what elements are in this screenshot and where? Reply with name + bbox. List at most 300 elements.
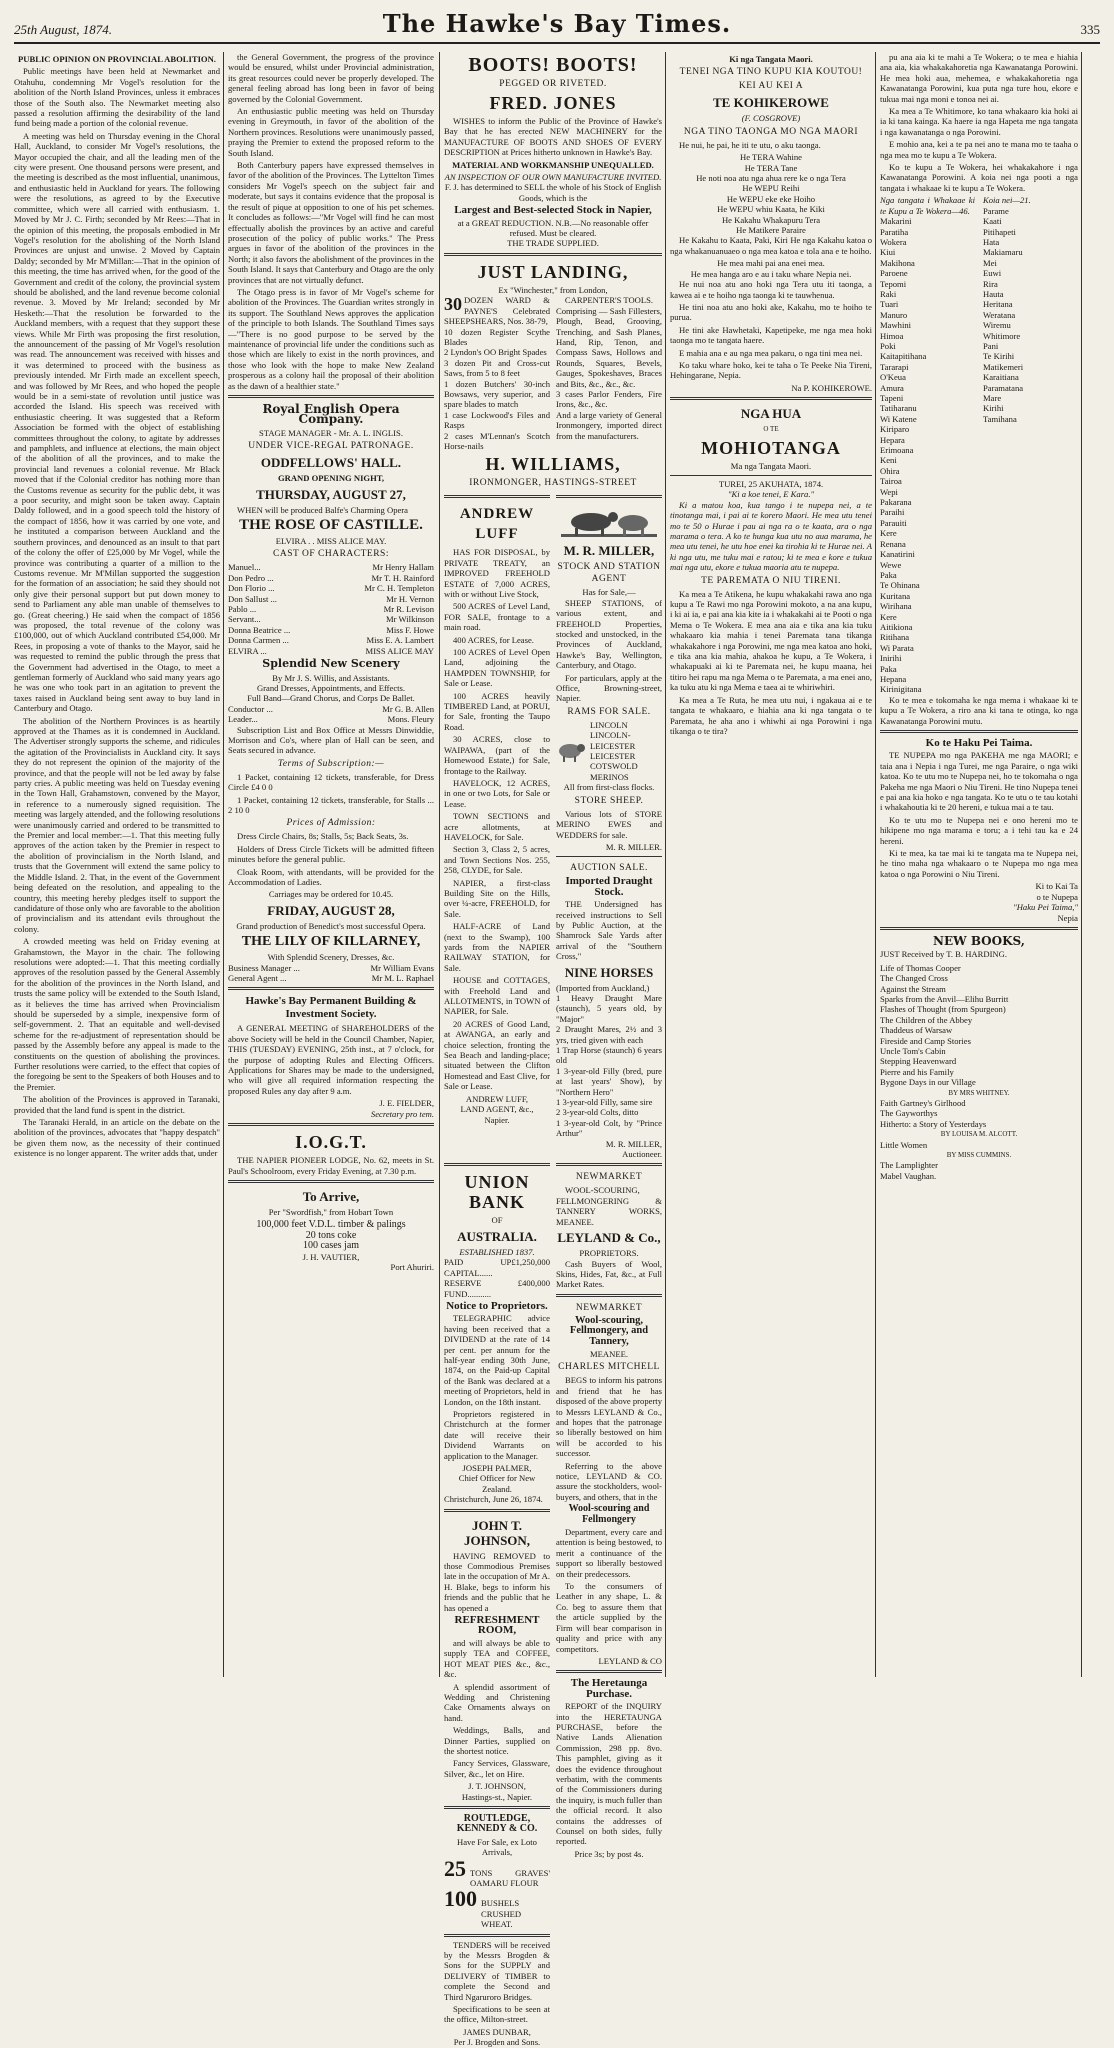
page-number: 335 — [1080, 22, 1100, 37]
heretaunga-advert — [556, 1670, 662, 1859]
arrive-title: To Arrive, — [302, 1188, 360, 1204]
vote-name: Hauta — [983, 288, 1004, 299]
vote-name: Kaati — [983, 216, 1002, 227]
boots-title: BOOTS! BOOTS! — [468, 54, 638, 76]
miller-body: For particulars, apply at the Office, Browning-street, Napier. — [556, 672, 662, 704]
auction-heading: AUCTION SALE. — [570, 863, 648, 874]
wool-place: MEANEE. — [590, 1348, 628, 1359]
amount: £1,250,000 — [511, 1257, 550, 1268]
landing-line: CARPENTER'S TOOLS. — [564, 295, 654, 306]
book-title: Faith Gartney's Girlhood — [880, 1098, 966, 1108]
vote-name: Weratana — [983, 309, 1016, 320]
performer: Mr M. L. Raphael — [371, 973, 434, 984]
luff-item: 100 ACRES heavily TIMBERED Land, at PORUI, for Sale, fronting the Taupo Road. — [444, 690, 550, 732]
role: Don Sallust ... — [228, 593, 277, 604]
boots-line: AN INSPECTION OF OUR OWN MANUFACTURE INVITED. — [444, 172, 662, 183]
book-title: The Gayworthys — [880, 1108, 938, 1119]
routledge-sub: Have For Sale, ex Loto Arrivals, — [457, 1836, 537, 1858]
cast-row — [228, 635, 434, 645]
vote-name: Mare — [983, 393, 1002, 403]
book-title: Fireside and Camp Stories — [880, 1035, 971, 1046]
vote-column-ayes — [880, 195, 975, 695]
haku-paragraph: Ki te mea, ka tae mai ki te tangata ma te Nupepa nei, he tino maha nga whakaaro o te Nupepa mo nga mea katoa o nga Porowini o Niu Tireni. — [880, 848, 1078, 879]
luff-item: 30 ACRES, close to WAIPAWA, (part of the Homewood Estate,) for Sale, frontage to the Railway. — [444, 734, 550, 776]
article-heading: PUBLIC OPINION ON PROVINCIAL ABOLITION. — [18, 54, 216, 64]
arrive-sub: Per "Swordfish," from Hobart Town — [268, 1206, 394, 1217]
signature-place: Port Ahuriri. — [390, 1261, 434, 1272]
vote-name: Wewe — [880, 559, 902, 570]
article-paragraph: A crowded meeting was held on Friday evening at Grahamstown, the Mayor in the chair. The following resolutions were adopted:—1. That this meeting cordially approves of the resolution passed by the General Assembly for the abolition of the provinces in the North Island, and trusts the same policy will be extended to the South Island, as it believes the time has arrived when Provincialism should be superseded by a simple, inexpensive form of self-government. 2. That an equitable and well-devised scheme for the re-adjustment of representation should be passed by the Assembly before any appeal is made to the constituents on the question of abolishing the provinces. Further resolutions were carried, to the effect that copies of the foregoing be sent to the Speakers of both Houses and to the Premier. — [14, 936, 220, 1092]
right-stack — [556, 1159, 662, 2047]
article-paragraph: A meeting was held on Thursday evening in the Choral Hall, Auckland, to consider Mr Vogel's resolutions, the Mayor occupied the chair, and all the leading men of the city were present. One thousand persons were present, and the meeting is described as the most influential, unanimous, and enthusiastic held in Auckland for years. The following were the resolutions, as agreed to by the Executive committee, which were all carried with enthusiasm. 1. Moved by Mr J. C. Firth; seconded by Mr Rees:—That in the opinion of this meeting, the proposals embodied in Mr Vogel's resolution for the abolishing of the North Island Provinces are unjust and unwise. 2 Moved by Captain Daldy; seconded by Mr M'Millan:—That in the opinion of this meeting, the time has arrived when, for the good of the Government and credit of the colony, the provincial system should be abolished, and the land revenue become colonial revenue. 3. Moved by Mr Ireland; seconded by Mr Hesketh:—That the resolution be forwarded to the Auckland members, with a request that they support these views. While Mr Firth was proposing the first resolution, the announcement of the passing of Mr Vogel's resolution was read. The announcement was received with hisses and it was determined to proceed with the business as previously intended. Mr Firth made an excellent speech, and was followed by Mr Rees, and who hoped the people would be in a semi-state of revolution until justice was accorded the Island. His speech was received with enthusiastic cheering. It was suggested that a Reform Association be formed with the object of establishing committees throughout the colony, to agitate by addresses and pamphlets, and influence at elections, the main object of the abolition of all the provinces, and to make the provincial land revenues a colonial revenue. Mr Black moved that if the Colonial creditor has nothing more than the Customs revenue as security for the public debt, it was a poor security, and might soon be taken away. Captain Daldy followed, and in a good speech told the history of the compact of 1856, how it was carried by one vote, and he instituted a comparison between Auckland and the southern provinces, and denounced as an insult to that part of the colony the offer of £25,000 by Mr Vogel, while the province was contributing a quarter of a million to the Customs revenue. Mr M'Millan supported the suggestion for the formation of an association; he said they should not only give their personal support but put down money to send to Parliament any able man unable of themselves to go. (Great cheering.) He said when the compact of 1856 was proposed, the total revenue of the colony was £100,000, out of which Auckland contributed £54,000. Mr Rees, in proposing a vote of thanks to the Mayor, said he was requested to remind the public through the press that the Government had advertised in the Otago, to meet a gentleman formerly of Auckland who said many years ago he was one who took part in an agitation to prevent the taxes raised in Auckland being sent away to buy land in Canterbury and Otago. — [14, 130, 220, 714]
capital-row — [444, 1278, 550, 1299]
signature-place: Hastings-st., Napier. — [461, 1791, 533, 1802]
books-advert — [880, 927, 1078, 1181]
wool-name: CHARLES MITCHELL — [558, 1362, 660, 1373]
vote-name: Amura — [880, 382, 904, 393]
vote-name: Te Ohinana — [880, 580, 920, 591]
kohi-item: He TERA Tane — [744, 162, 798, 173]
rams-row — [556, 720, 662, 782]
vote-name: Hepara — [880, 434, 905, 445]
breed: LINCOLN-LEICESTER — [590, 730, 636, 751]
boots-line: at a GREAT REDUCTION. N.B.—No reasonable offer refused. Must be cleared. — [457, 217, 649, 239]
kohi-item: He WEPU whiu Kaata, he Kiki — [717, 204, 825, 215]
vote-name: Karaitiana — [983, 372, 1019, 383]
johnson-body: A splendid assortment of Wedding and Christening Cake Ornaments always on hand. — [444, 1681, 550, 1723]
heretaunga-title: The Heretaunga Purchase. — [570, 1677, 648, 1700]
stage-manager: STAGE MANAGER - Mr. A. L. INGLIS. — [259, 427, 403, 438]
bank-notice: Notice to Proprietors. — [446, 1299, 548, 1312]
luff-advert — [444, 495, 550, 1159]
signature: JOSEPH PALMER, — [462, 1463, 532, 1473]
landing-line: 3 dozen Pit and Cross-cut Saws, from 5 to 8 feet — [444, 357, 550, 379]
luff-item: 400 ACRES, for Lease. — [453, 634, 534, 645]
book-title: Sparks from the Anvil—Elihu Burritt — [880, 993, 1009, 1004]
cast-row — [228, 614, 434, 624]
book-title: Bygone Days in our Village — [880, 1077, 976, 1088]
performer: Miss E. A. Lambert — [366, 635, 434, 646]
vote-name: Euwi — [983, 268, 1002, 279]
kohikerowe-sub: (F. COSGROVE) — [741, 113, 801, 124]
johnson-title: JOHN T. JOHNSON, — [463, 1517, 531, 1548]
haku-paragraph: Ko te utu mo te Nupepa nei e ono hereni mo te hikipene mo nga marama e toru; a i tehi tau ka e 24 hereni. — [880, 814, 1078, 846]
vote-name: Himoa — [880, 330, 904, 341]
landing-line: 2 cases M'Lennan's Scotch Horse-nails — [444, 430, 550, 451]
vote-table — [880, 195, 1078, 695]
landing-line: 10 dozen Register Scythe Blades — [444, 326, 550, 347]
column-rule — [439, 52, 440, 1677]
books-list — [880, 963, 1078, 1182]
article-paragraph: Both Canterbury papers have expressed themselves in favor of the abolition of the Provinces. The Lyttelton Times considers Mr Vogel's speech on the subject fair and moderate, but says it contains evidence that the proposal is the result of pique at opposition to one of his pet schemes. It concludes as follows:—"Mr Vogel will find he can most effectually abolish the provinces by an active and careful prosecution of the policy of public works." The Press argues in favor of the abolition of the provinces in the North; it also favors the abolishment of the provinces in the South Island. It says that Canterbury and Otago are the only provinces that are not virtually defunct. — [228, 160, 434, 285]
vote-name: Tapeni — [880, 393, 904, 403]
kei-heading: KEI AU KEI A — [738, 81, 804, 92]
vote-name: Kirinigitana — [880, 684, 922, 695]
vote-name: Wi Parata — [880, 642, 914, 653]
role: Don Florio ... — [228, 583, 275, 594]
vote-name: Pani — [983, 340, 999, 351]
routledge-row — [444, 1855, 550, 1889]
cast-row — [228, 562, 434, 572]
mohiotanga-notice: Ki a matou koa, kua tango i te nupepa nei, a te tinotanga mai, i pai ai te korero Maori. He mea utu tenei mo te 50 o Hurae i pau ai nga ra o te kaata, ara o nga marama o tera. A ko te hunga kua utu no aua marama, he mea utu tenei, he utu hoe enei ka tirohia ki te Hurae nei. A ki nga utu, me tuku mai e ratou; ki te mea e kore e tukua mai nga utu, ekore e tukua maoria atu te nupepa. — [670, 499, 872, 573]
luff-miller-row — [444, 491, 662, 1159]
luff-item: NAPIER, a first-class Building Site on the Hills, over ¼-acre, FREEHOLD, for Sale. — [444, 877, 550, 919]
capital-list — [444, 1257, 550, 1299]
vote-name: Manuro — [880, 309, 908, 320]
column-2 — [228, 52, 434, 1677]
williams-name: H. WILLIAMS, — [485, 454, 621, 475]
kohi-item: E mahia ana e au nga mea pakaru, o nga tini mea nei. — [679, 347, 863, 358]
wool-body: Department, every care and attention is being bestowed, to merit a continuance of the support so liberally bestowed on their predecessors. — [556, 1527, 662, 1579]
column-5 — [880, 52, 1078, 1677]
arrive-item: 20 tons coke — [305, 1229, 357, 1241]
newmarket-body: WOOL-SCOURING, FELLMONGERING & TANNERY WORKS, MEANEE. — [556, 1185, 662, 1227]
opera-advert — [228, 395, 434, 983]
store-body: Various lots of STORE MERINO EWES and WEDDERS for sale. — [556, 808, 662, 840]
nine-horses: NINE HORSES — [564, 964, 654, 980]
mohiotanga-sub: Ma nga Tangata Maori. — [730, 460, 812, 471]
book-title: BY LOUISA M. ALCOTT. — [940, 1130, 1018, 1139]
boots-sub: PEGGED OR RIVETED. — [499, 79, 607, 89]
performer: Mr T. H. Rainford — [371, 572, 434, 583]
band-text: Full Band—Grand Chorus, and Corps De Ballet. — [247, 693, 415, 704]
signature: J. H. VAUTIER, — [302, 1251, 360, 1262]
conductor-row — [228, 704, 434, 714]
benefit-line: Grand production of Benedict's most successful Opera. — [236, 920, 426, 931]
miller-body: SHEEP STATIONS, of various extent, and FREEHOLD Properties, stocked and unstocked, in the Provinces of Auckland, Hawke's Bay, Wellington, Canterbury, and Otago. — [556, 597, 662, 671]
vote-name: Tatiharanu — [880, 403, 917, 414]
vote-name: Tuari — [880, 299, 899, 310]
vote-name: Hepana — [880, 673, 907, 684]
vote-name: Renana — [880, 538, 906, 549]
second-date: FRIDAY, AUGUST 28, — [267, 902, 395, 918]
role: Pablo ... — [228, 604, 257, 615]
johnson-advert — [444, 1509, 550, 1802]
auction-body: THE Undersigned has received instructions to Sell by Public Auction, at the Shamrock Sale Yards after arrival of the "Southern Cross," — [556, 899, 662, 962]
role: Don Pedro ... — [228, 572, 274, 583]
vote-name: Tepomi — [880, 278, 907, 289]
building-society-advert — [228, 987, 434, 1119]
role: Donna Carmen ... — [228, 635, 289, 646]
kohi-item: He TERA Wahine — [739, 152, 802, 163]
luff-item: TOWN SECTIONS and acre allotments, at HAVELOCK, for Sale. — [444, 811, 550, 842]
boots-name: FRED. JONES — [489, 93, 617, 113]
quantity: 100 — [444, 1886, 477, 1912]
miller-advert — [556, 495, 662, 1159]
article-paragraph: pu ana aia ki te mahi a Te Wokera; o te mea e hiahia ana aia, kia whakakahoretia nga Kawanatanga Porowini. He mea hoki aua, mehemea, e whakakahoretia nga Kawanatanga Porowini, kua puta nga ture hou, ekore e tukua mai nga moni e tonoa nei ai. — [880, 52, 1078, 104]
bank-country: AUSTRALIA. — [457, 1228, 537, 1244]
book-title: Against the Stream — [880, 983, 946, 994]
ayes-list — [880, 216, 975, 695]
signature-role: Per J. Brogden and Sons. — [453, 2037, 541, 2048]
auction-item: 2 Draught Mares, 2½ and 3 yrs, tried given with each — [556, 1024, 662, 1045]
bank-advert — [444, 1163, 550, 1504]
kohi-item: He WEPU eke eke Hoiho — [726, 193, 816, 204]
johnson-body: HAVING REMOVED to those Commodious Premises late in the occupation of Mr A. H. Blake, begs to inform his friends and the public that he has opened a — [444, 1550, 550, 1613]
kohi-item: He mea mahi pai ana enei mea. — [717, 258, 825, 269]
breed-list — [590, 720, 662, 782]
vote-name: Kuritana — [880, 590, 911, 601]
vote-name: Wiremu — [983, 320, 1011, 331]
column-4 — [670, 52, 872, 1677]
auction-item: 1 Trap Horse (staunch) 6 years old — [556, 1045, 662, 1066]
landing-right — [556, 295, 662, 451]
opera-company-title: Royal English Opera Company. — [262, 402, 400, 427]
wool-body: To the consumers of Leather in any shape, L. & Co. beg to assure them that the article supplied by the Firm will bear comparison in quality and price with any competitors. — [556, 1581, 662, 1654]
newspaper-page — [14, 9, 1100, 2048]
prices-heading: Prices of Admission: — [286, 818, 376, 829]
vote-name: Makarini — [880, 216, 912, 227]
terms-heading: Terms of Subscription:— — [277, 758, 385, 769]
o-te: O TE — [763, 425, 779, 434]
article-paragraph: Ko te kupu a Te Wokera, hei whakakahore i nga Kawanatanga Porowini. A koia nei nga pooti a nga tangata i whakaae ki te kupu a Te Wokera. — [880, 162, 1078, 193]
vote-name: Kiriparo — [880, 424, 910, 435]
breed: MERINOS — [590, 771, 629, 782]
boots-line: F. J. has determined to SELL the whole of his Stock of English Goods, which is the — [444, 182, 662, 203]
boots-body: WISHES to inform the Public of the Province of Hawke's Bay that he has erected NEW MACHINERY for the MANUFACTURE OF BOOTS AND SHOES OF EVERY DESCRIPTION at Prices hitherto unknown in Hawke's Bay. — [444, 116, 662, 158]
kohi-item: Ko taku whare hoko, kei te taha o Te Peeke Nia Tireni, Hehingarane, Nepia. — [670, 359, 872, 381]
vote-name: Wepi — [880, 486, 898, 497]
performer: Mons. Fleury — [387, 714, 434, 725]
nga-hua-heading: NGA HUA — [740, 406, 802, 422]
bank-title: UNION BANK — [464, 1172, 530, 1213]
vote-name: Paraihi — [880, 507, 905, 518]
amount: £400,000 — [517, 1278, 550, 1289]
kitangata-heading: Ki nga Tangata Maori. — [729, 54, 813, 64]
cast-list — [228, 562, 434, 656]
vote-name: Parame — [983, 205, 1009, 216]
luff-item: 100 ACRES of Level Open Land, adjoining the HAMPDEN TOWNSHIP, for Sale or Lease. — [444, 647, 550, 689]
newmarket-title: NEWMARKET — [575, 1172, 643, 1183]
vote-name: Ritihana — [880, 632, 910, 643]
vote-name: Kaitapitihana — [880, 351, 927, 362]
cast-heading: CAST OF CHARACTERS: — [273, 549, 389, 560]
arrive-advert — [228, 1180, 434, 1272]
ram-icon — [556, 740, 586, 762]
johnson-body: and will always be able to supply TEA and COFFEE, HOT MEAT PIES &c., &c., &c. — [444, 1637, 550, 1680]
vote-name: Kirihi — [983, 403, 1004, 414]
mohiotanga-section — [670, 397, 872, 736]
vote-name: Mawhini — [880, 320, 912, 331]
paremata-paragraph: Ka mea a Te Ruta, he mea utu nui, i ngakaua ai e te tangata te whakaaro, e hiahia ana ki nga tangata o te Paremata, he aha ano i whiwhi ai nga Porowini i nga tikanga o te tira? — [670, 694, 872, 736]
vote-name: Rira — [983, 278, 998, 289]
column-rule — [223, 52, 224, 1677]
flocks-line: All from first-class flocks. — [563, 782, 655, 793]
landing-table — [444, 295, 662, 451]
landing-line: And a large variety of General Ironmongery, imported direct from the manufacturers. — [556, 409, 662, 441]
wool-body: BEGS to inform his patrons and friend that he has disposed of the above property to Messrs LEYLAND & Co., and hopes that the patronage so liberally bestowed on him will be accorded to his successor. — [556, 1375, 662, 1459]
rams-heading: RAMS FOR SALE. — [567, 706, 651, 717]
role: General Agent ... — [228, 973, 287, 984]
nga-tino-heading: NGA TINO TAONGA MO NGA MAORI — [683, 126, 859, 137]
performer: Miss F. Howe — [386, 624, 434, 635]
book-title: Pierre and his Family — [880, 1066, 954, 1077]
vote-name: Parauiti — [880, 517, 907, 528]
cattle-engraving — [561, 504, 657, 540]
item: TONS GRAVES' OAMARU FLOUR — [470, 1867, 550, 1888]
vote-name: Raki — [880, 288, 897, 299]
cast-row — [228, 625, 434, 635]
role: Leader... — [228, 714, 258, 725]
article-paragraph: E mohio ana, kei a te pa nei ano te mana mo te taaha o nga mea mo te kupu a Te Wokera. — [880, 139, 1078, 160]
prices-line: Dress Circle Chairs, 8s; Stalls, 5s; Back Seats, 3s. — [237, 831, 409, 842]
article-paragraph: Public meetings have been held at Newmarket and Otahuhu, condemning Mr Vogel's resolution for the abolition of the North Island Provinces, unless it embraces those of the South also. The Newmarket meeting also passed a resolution affirming the desirability of the land fund being made a portion of the colonial revenue. — [14, 66, 220, 129]
vote-name: Tararapi — [880, 361, 909, 372]
subscription-text: Subscription List and Box Office at Messrs Dinwiddie, Morrison and Co's, where plan of Hall can be seen, and Seats secured in advance. — [228, 724, 434, 756]
masthead — [14, 10, 1100, 44]
luff-item: 500 ACRES of Level Land, FOR SALE, frontage to a main road. — [444, 601, 550, 633]
luff-item: HAVELOCK, 12 ACRES, in one or two Lots, for Sale or Lease. — [444, 777, 550, 809]
auction-item: 1 3-year-old Filly (bred, pure at last years' Show), by "Northern Hero" — [556, 1065, 662, 1097]
vote-name: Ohira — [880, 465, 900, 476]
signature-role: Secretary pro tem. — [370, 1108, 434, 1119]
johnson-body: Weddings, Balls, and Dinner Parties, supplied on the shortest notice. — [444, 1725, 550, 1756]
venue: ODDFELLOWS' HALL. — [260, 455, 402, 471]
role: Conductor ... — [228, 703, 273, 714]
performer: Mr C. H. Templeton — [364, 583, 434, 594]
vote-name: Kiui — [880, 247, 896, 258]
vote-name: Matikemeri — [983, 361, 1024, 372]
vote-name: Kere — [880, 528, 897, 539]
kohi-item: He WEPU Reihi — [742, 183, 800, 194]
vote-name: Mei — [983, 257, 997, 268]
signature-role: LAND AGENT, &c., — [460, 1104, 534, 1115]
breed: LINCOLN — [590, 719, 628, 730]
signature: M. R. MILLER. — [605, 841, 662, 852]
heretaunga-price: Price 3s; by post 4s. — [574, 1848, 644, 1859]
bank-body: TELEGRAPHIC advice having been received that a DIVIDEND at the rate of 14 per cent. per annum for the half-year ending 30th June, 1874, on the Paid-up Capital of the Bank was declared at a meeting of Proprietors, held in London, on the 18th instant. — [444, 1313, 550, 1407]
noes-list — [983, 206, 1078, 425]
store-heading: STORE SHEEP. — [574, 795, 644, 806]
book-title: The Lamplighter — [880, 1160, 938, 1171]
boots-advert — [444, 55, 662, 249]
performer: MISS ALICE MAY — [365, 645, 434, 656]
bank-wool-row — [444, 1159, 662, 2047]
landing-line: 1 dozen Butchers' 30-inch Bowsaws, very superior, and spare blades to match — [444, 378, 550, 410]
vote-name: Poki — [880, 340, 896, 351]
article-paragraph: The abolition of the Provinces is approved in Taranaki, provided that the land fund is spent in the district. — [14, 1094, 220, 1115]
paremata-paragraph: Ka mea a Te Atikena, he kupu whakakahi rawa ano nga kupu a Te Rawi mo nga Porowini mokoto, a na ana kupu, i ki ai ia, e pai ana kia kite ia i whakakahi ai te Pooti o nga Mema o Te Wokera. E mea ana aia e tika ana kia tuku whakaaro kia mahia i tenei Paremata tana tikanga whakakahore i nga Porowini, me nga mea katoa ano hoki, e tika ana kia mahia, ahakoa he kupu, a Te Wokera, i whakapuaki ai ki te Paremata nei, he kupu maana, hei titiro hei rapu ma nga Mema o te Paremata, a ma enei ano, ka tuku atu ki nga Mema e taea ai te whiriwhiri. — [670, 588, 872, 693]
kohikerowe-heading: TE KOHIKEROWE — [713, 95, 829, 111]
bank-body: Proprietors registered in Christchurch at the former date will receive their Dividend Warrants on application to the Manager. — [444, 1408, 550, 1461]
tenei-heading: TENEI NGA TINO KUPU KIA KOUTOU! — [679, 67, 863, 78]
newmarket-body: Cash Buyers of Wool, Skins, Hides, Fat, &c., at Full Market Rates. — [556, 1258, 662, 1290]
miller-title: M. R. MILLER, — [563, 543, 655, 559]
wool-body: Referring to the above notice, LEYLAND & CO. assure the stockholders, wool-buyers, and others, that in the — [556, 1460, 662, 1502]
landing-sub: Ex "Winchester," from London, — [498, 284, 608, 295]
arrive-item: 100 cases jam — [302, 1240, 360, 1252]
kohi-item: He tini noa atu ano hoki ake, Kakahu, mo te hoiho te purua. — [670, 301, 872, 323]
carriages-line: Carriages may be ordered for 10.45. — [268, 889, 394, 900]
newspaper-title: The Hawke's Bay Times. — [382, 9, 732, 38]
book-title: Thaddeus of Warsaw — [880, 1025, 953, 1036]
vote-name: Keni — [880, 455, 897, 466]
column-rule — [665, 52, 666, 1677]
johnson-big: REFRESHMENT ROOM, — [454, 1614, 540, 1637]
mohiotanga-quote: "Ki a koe tenei, E Kara." — [727, 489, 815, 500]
tenders-body: Specifications to be seen at the office, Milton-street. — [444, 2004, 550, 2025]
johnson-body: Fancy Services, Glassware, Silver, &c., let on Hire. — [444, 1758, 550, 1779]
page-edge-strip — [1084, 52, 1100, 1677]
article-paragraph: The abolition of the Northern Provinces is as heartily approved at the Thames as it is condemned in Auckland. The Advertiser strongly supports the scheme, and ridicules the agitation of the Provincialists in Auckland city. It says they do not represent the opinion of the majority of the province, and that the people will not be led away by false party cries. A public meeting was held on Tuesday evening in the Town Hall, Grahamstown, convened by the Mayor, in reference to a numerously signed requisition. The meeting was largely attended, and the following resolutions were unanimously carried and ordered to be transmitted to the Premier and local member:—1. That this meeting fully approves of the action taken by the Premier in respect to the abolition of provincialism in the North Island, and trusts that the Government will extend the same policy to the Middle Island. 2. That, in the event of the Government being defeated on the resolution, and appealing to the country, this meeting hereby pledges itself to support the candidature of those only who are favorable to the abolition of provincialism and its attendant evils throughout the colony. — [14, 715, 220, 934]
opera2-sub: With Splendid Scenery, Dresses, &c. — [267, 952, 395, 963]
vote-name: Aitikiona — [880, 621, 913, 632]
signature: Ki to Kai Ta — [1035, 881, 1078, 892]
book-title: Life of Thomas Cooper — [880, 962, 961, 973]
kohi-item: He nui noa atu ano hoki nga Tera utu iti taonga, a kawea ai e te hoiho nga taonga ki te tauwhenua. — [670, 279, 872, 300]
wool-head: NEWMARKET — [575, 1302, 643, 1313]
vote-name: Tairoa — [880, 476, 902, 487]
performer: Mr Wilkinson — [386, 614, 434, 625]
article-paragraph: Ka mea a Te Whitimore, ko tana whakaaro kia hoki ai ia ki tana kainga. Ka haere ia nga Hapeta me nga tangata i nga kawanatanga o nga Porowini. — [880, 106, 1078, 137]
cast-row — [228, 594, 434, 604]
vote-name: Pitihapeti — [983, 226, 1016, 237]
quantity: 25 — [444, 1855, 466, 1881]
cast-row — [228, 583, 434, 593]
signature: J. E. FIELDER, — [379, 1098, 434, 1109]
signature: Nepia — [1057, 912, 1078, 923]
performer: Mr G. B. Allen — [382, 703, 434, 714]
boots-line: MATERIAL AND WORKMANSHIP UNEQUALLED. — [452, 159, 654, 170]
kohi-item: He mea hanga aro e au i taku whare Nepia nei. — [690, 268, 852, 279]
article-paragraph: the General Government, the progress of the province would be ensured, whilst under Provincial administration, its great resources could never be properly developed. The general feeling abroad has long been in favor of being governed by the Colonial Government. — [228, 52, 434, 104]
book-title: BY MRS WHITNEY. — [948, 1088, 1010, 1097]
terms-line: 1 Packet, containing 12 tickets, transferable, for Dress Circle £4 0 0 — [228, 771, 434, 793]
auction-item: (Imported from Auckland,) — [556, 982, 650, 993]
iogt-body: THE NAPIER PIONEER LODGE, No. 62, meets in St. Paul's Schoolroom, every Friday Evening, at 7.30 p.m. — [228, 1155, 434, 1176]
column-3 — [444, 52, 662, 2048]
vote-name: O'Keua — [880, 372, 906, 383]
wool-title: Wool-scouring, Fellmongery, and Tannery, — [569, 1314, 649, 1347]
vote-name: Inirihi — [880, 653, 902, 664]
signature-place: Napier. — [484, 1114, 510, 1125]
item: BUSHELS CRUSHED WHEAT. — [481, 1898, 522, 1930]
routledge-row — [444, 1888, 550, 1929]
iogt-title: I.O.G.T. — [295, 1132, 367, 1153]
tenders-advert — [444, 1934, 550, 2048]
performer: Mr H. Vernon — [386, 593, 434, 604]
vote-name: Heritana — [983, 299, 1013, 310]
book-title: BY MISS CUMMINS. — [946, 1151, 1012, 1160]
book-title: The Children of the Abbey — [880, 1014, 973, 1025]
opening-night: GRAND OPENING NIGHT, — [277, 473, 385, 484]
signature: Na P. KOHIKEROWE. — [791, 382, 872, 393]
books-sub: JUST Received by T. B. HARDING. — [880, 949, 1007, 960]
auction-imported: Imported Draught Stock. — [565, 875, 653, 898]
vote-header: Nga tangata i Whakaae ki te Kupu a Te Wokera—46. — [880, 195, 975, 216]
haku-title: Ko te Haku Pei Taima. — [925, 737, 1033, 749]
landing-line: 1 case Lockwood's Files and Rasps — [444, 409, 550, 431]
column-1 — [14, 52, 220, 1677]
auction-item: 2 3-year-old Colts, ditto — [556, 1107, 639, 1118]
signature: JAMES DUNBAR, — [463, 2026, 531, 2037]
wool-title-2: Wool-scouring and Fellmongery — [568, 1503, 650, 1525]
vote-name: Makihona — [880, 257, 915, 268]
landing-line: DOZEN WARD & PAYNE'S Celebrated SHEEPSHEARS, Nos. 38-79, — [444, 295, 550, 327]
vote-name: Whitimore — [983, 330, 1021, 341]
vote-name: Wi Katene — [880, 413, 917, 424]
issue-date: 25th August, 1874. — [14, 22, 112, 37]
miller-sub: STOCK AND STATION AGENT — [557, 562, 661, 585]
book-title: Flashes of Thought (from Spurgeon) — [880, 1004, 1006, 1015]
cast-row — [228, 573, 434, 583]
performer: Mr R. Levison — [383, 604, 434, 615]
vote-name: Paka — [880, 663, 897, 674]
role: ELVIRA ... — [228, 645, 267, 656]
kohi-item: He Kakahu Whakapuru Tera — [721, 214, 821, 225]
mohiotanga-heading: MOHIOTANGA — [701, 437, 841, 458]
landing-line: Comprising — Sash Fillesters, Plough, Bead, Grooving, Trenching, and Sash Planes, Hand, Rip, Tenon, and Compass Saws, Hollows and Rounds, Squares, Bevels, Gauges, Spokeshaves, Braces and Bits, &c., &c., &c. — [556, 305, 662, 389]
